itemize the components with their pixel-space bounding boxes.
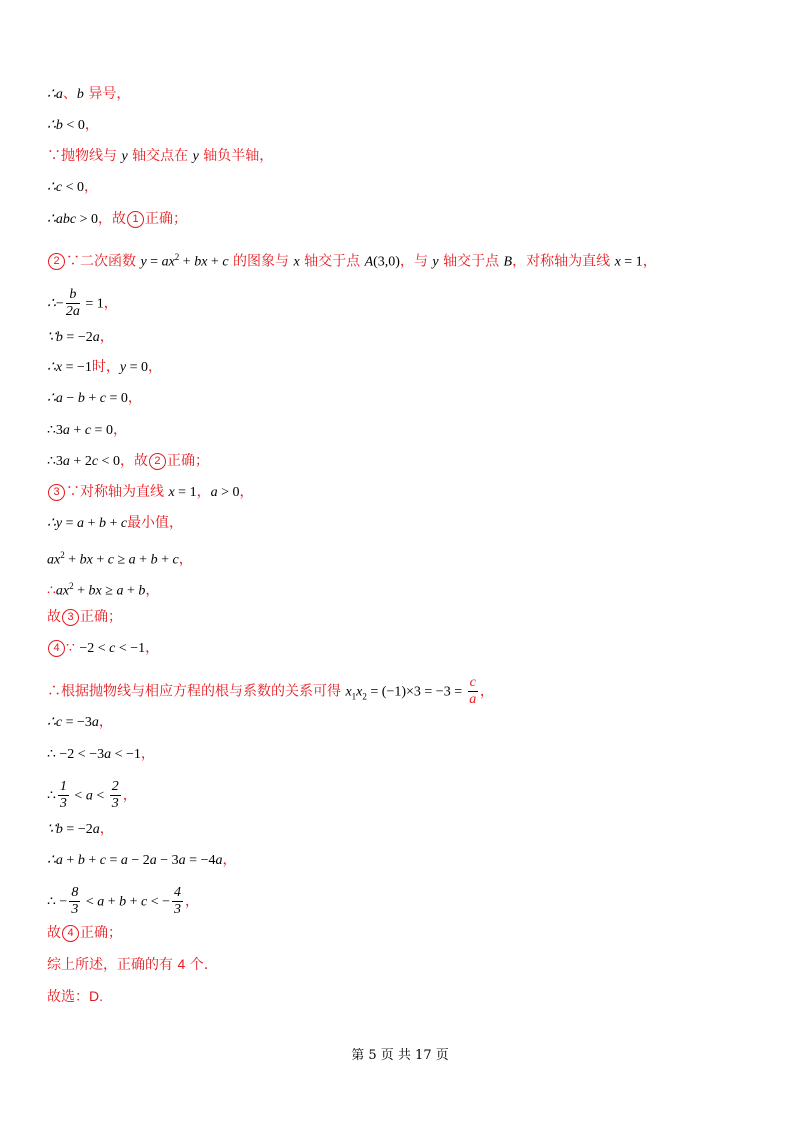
step-line-25: ∴ − $\frac{8}{3}$ < a + b + c < − $\frac{4}{3}$ ， [47, 885, 200, 917]
step-line-20: ∴c = −3a， [47, 714, 113, 730]
step-line-16: $\therefore ax^2$ + bx ≥ a + b， [47, 581, 160, 599]
step-line-11: ∴3a + c = 0， [47, 422, 127, 438]
step-line-26: 故 4 正确； [47, 925, 122, 941]
step-line-6: 2 ∵二次函数 $y = ax^2$ + bx + c 的图象与 x 轴交于点 A(3,0)，与 y 轴交于点 B，对称轴为直线 x = 1， [47, 247, 657, 273]
step-line-27: 综上所述，正确的有 4 个. [47, 956, 209, 973]
step-line-4: ∴c < 0， [47, 179, 99, 195]
step-line-13: 3 ∵对称轴为直线 x = 1，a > 0， [47, 482, 253, 503]
step-line-17: 故 3 正确； [47, 609, 122, 625]
step-line-9: ∴x = −1时，y = 0， [47, 359, 163, 375]
step-line-18: 4 ∵ −2 < c < −1， [47, 638, 159, 659]
step-line-14: ∴y = a + b + c最小值， [47, 515, 184, 531]
step-line-7: ∴− $\frac{b}{2a}$ = 1， [47, 287, 118, 319]
step-line-23: ∵b = −2a， [47, 821, 114, 837]
step-line-21: ∴ −2 < −3a < −1， [47, 746, 155, 762]
step-line-22: ∴ $\frac{1}{3}$ < a < $\frac{2}{3}$ ， [47, 779, 137, 811]
step-line-19: ∴根据抛物线与相应方程的根与系数的关系可得 $x_1x_2 = (-1)\times 3 = -3$ = $\frac{c}{a}$ ， [47, 675, 494, 707]
step-line-3: ∵抛物线与 y 轴交点在 y 轴负半轴， [47, 148, 274, 164]
step-line-1: ∴a、b 异号， [47, 86, 131, 102]
step-line-2: ∴b < 0， [47, 117, 99, 133]
step-line-8: ∵b = −2a， [47, 329, 114, 345]
step-line-28: 故选：D. [47, 988, 103, 1005]
step-line-12: ∴3a + 2c < 0，故 2 正确； [47, 453, 209, 469]
step-line-24: ∴a + b + c = a − 2a − 3a = −4a， [47, 852, 237, 868]
step-line-5: ∴abc > 0，故 1 正确； [47, 211, 188, 227]
step-line-10: ∴a − b + c = 0， [47, 390, 142, 406]
page-footer: 第 5 页 共 17 页 [351, 1048, 449, 1063]
step-line-15: $ax^2$ + bx + c ≥ a + b + c， [47, 550, 193, 568]
